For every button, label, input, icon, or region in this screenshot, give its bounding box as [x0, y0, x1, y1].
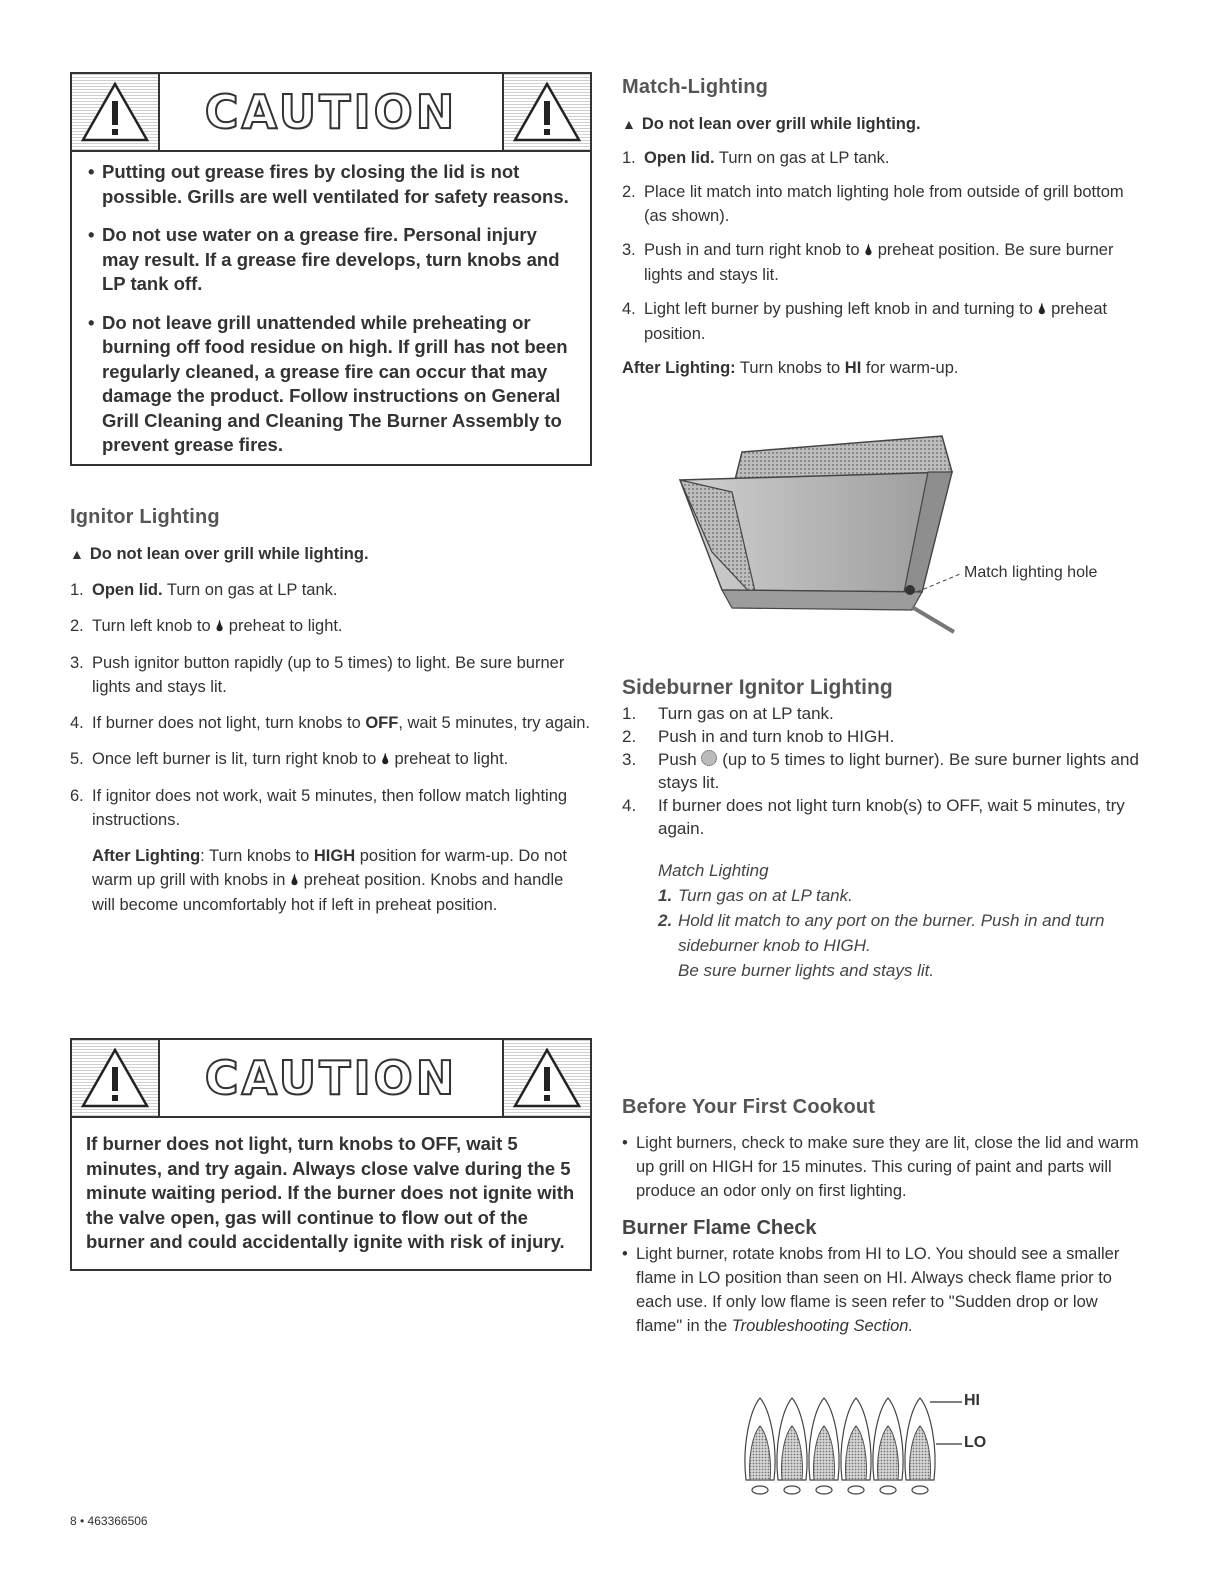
- step: 1. Open lid. Turn on gas at LP tank.: [70, 581, 338, 599]
- ignitor-after-lighting: After Lighting: Turn knobs to HIGH position for warm-up. Do not warm up grill with knobs in 🌢 preheat position. Knobs and handle will become uncomfortably hot if left in preheat position.: [92, 847, 567, 914]
- match-after-lighting: After Lighting: Turn knobs to HI for warm-up.: [622, 359, 959, 377]
- preheat-flame-icon: 🌢: [864, 242, 874, 259]
- first-cookout-text: • Light burners, check to make sure they are lit, close the lid and warm up grill on HIGH for 15 minutes. This curing of paint and parts will produce an odor only on first lighting.: [622, 1134, 1139, 1200]
- flame-label-lo: LO: [964, 1434, 987, 1451]
- ignitor-heading: Ignitor Lighting: [70, 506, 220, 528]
- preheat-flame-icon: 🌢: [290, 872, 300, 889]
- first-cookout-heading: Before Your First Cookout: [622, 1096, 876, 1118]
- match-heading: Match-Lighting: [622, 76, 769, 98]
- step: 3. Push (up to 5 times to light burner). Be sure burner lights and stays lit.: [622, 750, 1139, 792]
- match-hole-label: Match lighting hole: [964, 564, 1098, 581]
- caution-bullet: • Putting out grease fires by closing the lid is not possible. Grills are well ventilated for safety reasons.: [88, 160, 576, 209]
- match-extra: Be sure burner lights and stays lit.: [678, 961, 935, 980]
- step: 2. Push in and turn knob to HIGH.: [622, 727, 895, 746]
- step: 1. Turn gas on at LP tank.: [622, 704, 834, 723]
- step: 4. Light left burner by pushing left knob in and turning to 🌢 preheat position.: [622, 300, 1108, 343]
- caution-box-bottom: [70, 1038, 592, 1271]
- sideburner-section: [622, 676, 1142, 983]
- step: 6. If ignitor does not work, wait 5 minutes, then follow match lighting instructions.: [70, 787, 568, 829]
- ignitor-section: [70, 506, 590, 917]
- preheat-flame-icon: 🌢: [1037, 301, 1047, 318]
- match-lighting-title: Match Lighting: [658, 861, 769, 880]
- preheat-flame-icon: 🌢: [215, 618, 225, 635]
- warning-small-icon: ▲: [622, 116, 636, 132]
- flame-label-hi: HI: [964, 1392, 980, 1409]
- step: 4. If burner does not light turn knob(s) to OFF, wait 5 minutes, try again.: [622, 796, 1125, 838]
- page-footer: 8 • 463366506: [70, 1514, 148, 1528]
- caution-header: [72, 74, 590, 152]
- step: 4. If burner does not light, turn knobs to OFF, wait 5 minutes, try again.: [70, 714, 591, 732]
- match-warning: ▲ Do not lean over grill while lighting.: [622, 115, 921, 133]
- preheat-flame-icon: 🌢: [380, 751, 390, 768]
- sideburner-heading: Sideburner Ignitor Lighting: [622, 676, 893, 699]
- step: 2. Hold lit match to any port on the burner. Push in and turn sideburner knob to HIGH.: [658, 911, 1105, 955]
- flame-check-heading: Burner Flame Check: [622, 1217, 817, 1239]
- caution-header: [72, 1040, 590, 1118]
- caution-text: If burner does not light, turn knobs to OFF, wait 5 minutes, and try again. Always close valve during the 5 minute waiting period. If the burner does not ignite with the valve open, gas will continue to flow out of the burner and could accidentally ignite with risk of injury.: [86, 1133, 575, 1252]
- warning-triangle-icon: [72, 1040, 158, 1116]
- match-steps: [622, 146, 1142, 346]
- sideburner-match-lighting: [622, 858, 1142, 983]
- caution-title: CAUTION: [204, 85, 458, 139]
- ignitor-button-icon: [701, 750, 717, 766]
- warning-triangle-icon: [504, 74, 590, 150]
- step: 3. Push in and turn right knob to 🌢 preheat position. Be sure burner lights and stays lit.: [622, 241, 1114, 284]
- sideburner-steps: [622, 702, 1142, 840]
- burner-flame-illustration: [740, 1390, 980, 1508]
- grill-bowl-illustration: [672, 432, 1112, 642]
- step: 1. Open lid. Turn on gas at LP tank.: [622, 149, 890, 167]
- caution-bullet: • Do not use water on a grease fire. Personal injury may result. If a grease fire develops, turn knobs and LP tank off.: [88, 223, 576, 297]
- warning-triangle-icon: [504, 1040, 590, 1116]
- step: 5. Once left burner is lit, turn right knob to 🌢 preheat to light.: [70, 747, 590, 772]
- caution-box-top: [70, 72, 592, 466]
- match-section: [622, 76, 1142, 380]
- ignitor-steps: [70, 578, 590, 832]
- step: 3. Push ignitor button rapidly (up to 5 times) to light. Be sure burner lights and stays lit.: [70, 654, 565, 696]
- step: 2. Place lit match into match lighting hole from outside of grill bottom (as shown).: [622, 183, 1124, 225]
- caution-bullet: • Do not leave grill unattended while preheating or burning off food residue on high. If grill has not been regularly cleaned, a grease fire can occur that may damage the product. Follow instructions on General Grill Cleaning and Cleaning The Burner Assembly to prevent grease fires.: [88, 311, 576, 458]
- flame-check-text: • Light burner, rotate knobs from HI to LO. You should see a smaller flame in LO position than seen on HI. Always check flame prior to each use. If only low flame is seen refer to "Sudden drop or low flame" in the Troubleshooting Section.: [622, 1245, 1120, 1335]
- first-cookout-section: [622, 1096, 1142, 1338]
- warning-triangle-icon: [72, 74, 158, 150]
- step: 2. Turn left knob to 🌢 preheat to light.: [70, 614, 590, 639]
- caution-title: CAUTION: [204, 1051, 458, 1105]
- step: 1. Turn gas on at LP tank.: [658, 886, 853, 905]
- warning-small-icon: ▲: [70, 546, 84, 562]
- ignitor-warning: ▲ Do not lean over grill while lighting.: [70, 545, 369, 563]
